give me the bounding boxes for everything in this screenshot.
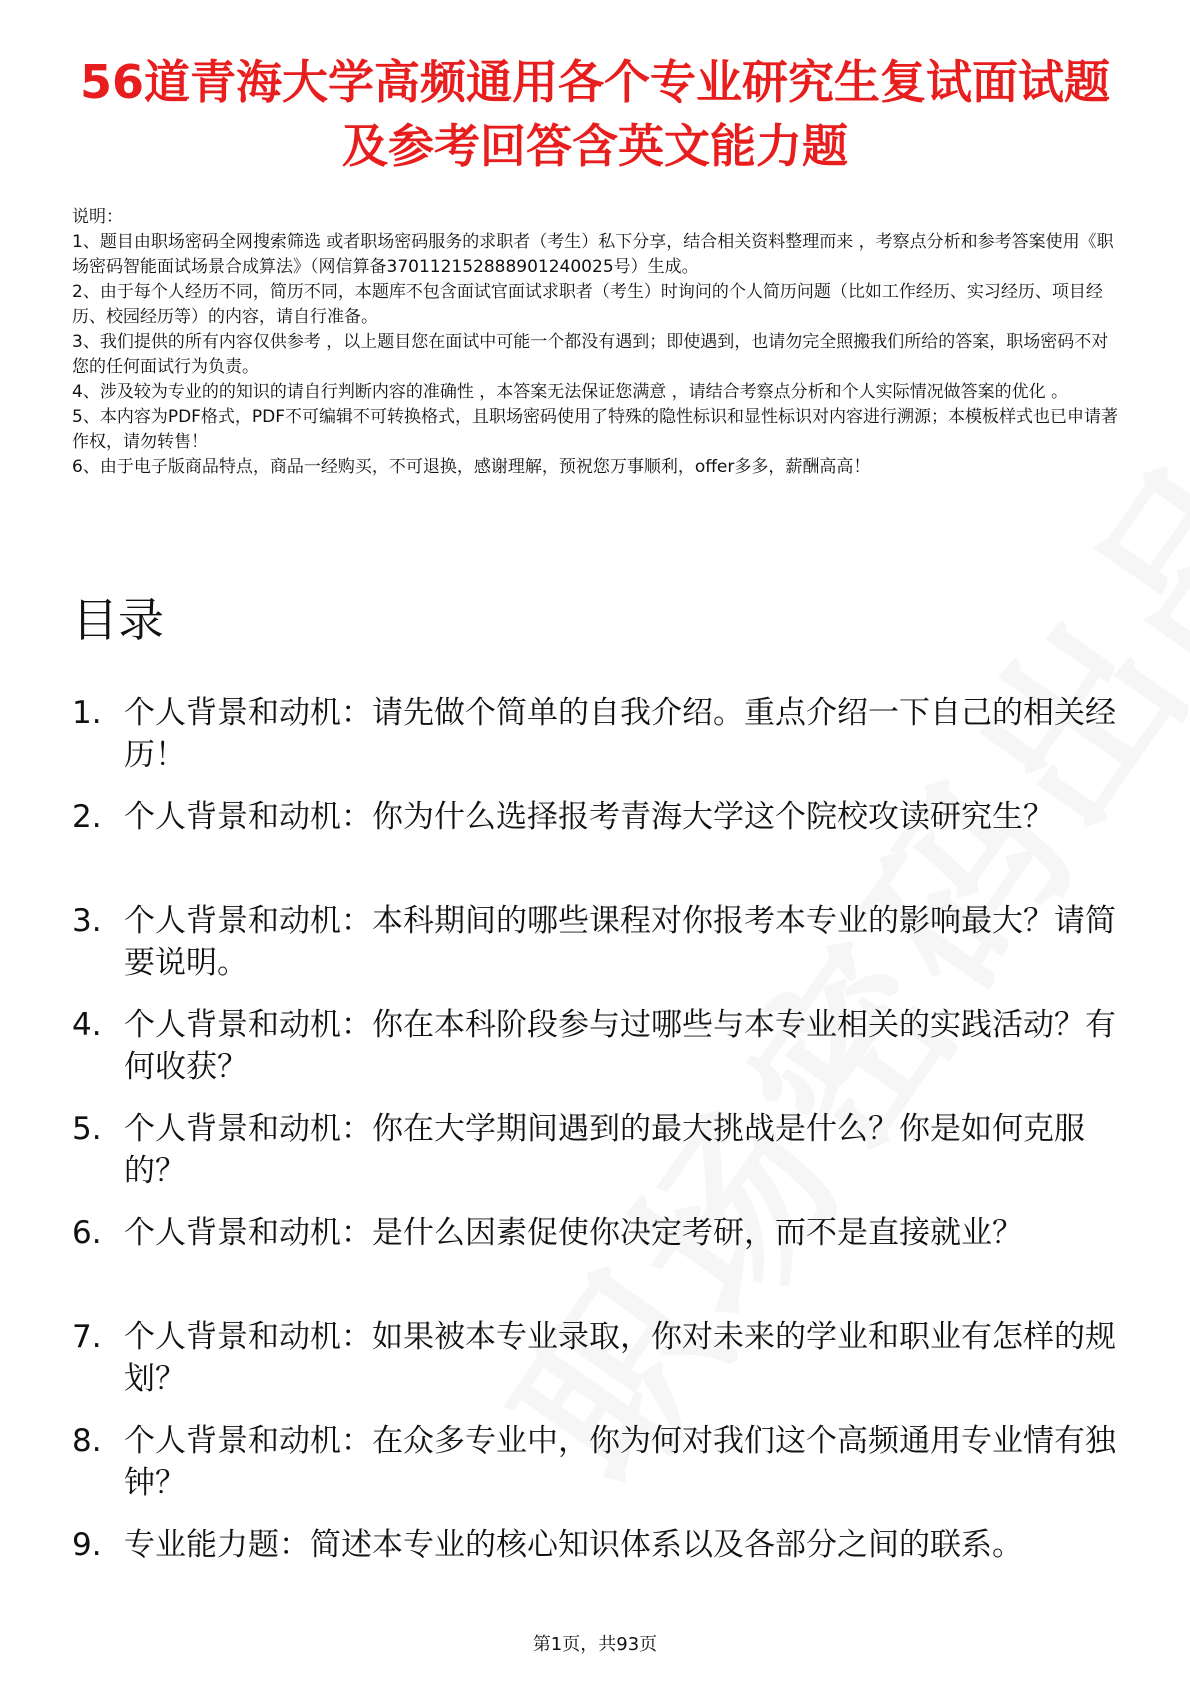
note-item: 4、涉及较为专业的的知识的请自行判断内容的准确性 ，本答案无法保证您满意 ，请结合考察点分析和个人实际情况做答案的优化 。 [72, 382, 1069, 402]
toc-item-text: 个人背景和动机：你在大学期间遇到的最大挑战是什么？你是如何克服的？ [124, 1111, 1085, 1189]
toc-item[interactable] [72, 692, 1122, 776]
toc-item[interactable] [72, 1420, 1122, 1504]
toc-item[interactable] [72, 1524, 1122, 1608]
toc-item-number: 6. [72, 1215, 102, 1251]
notes-section [72, 205, 1122, 480]
note-item: 2、由于每个人经历不同，简历不同，本题库不包含面试官面试求职者（考生）时询问的个人简历问题（比如工作经历、实习经历、项目经历、校园经历等）的内容，请自行准备。 [72, 282, 1103, 327]
toc-item-number: 7. [72, 1319, 102, 1355]
toc-item-number: 9. [72, 1527, 102, 1563]
toc-item[interactable] [72, 1316, 1122, 1400]
toc-item-text: 个人背景和动机：你在本科阶段参与过哪些与本专业相关的实践活动？有何收获？ [124, 1007, 1116, 1085]
note-item: 5、本内容为PDF格式，PDF不可编辑不可转换格式，且职场密码使用了特殊的隐性标识和显性标识对内容进行溯源；本模板样式也已申请著作权，请勿转售！ [72, 407, 1119, 452]
page-footer: 第1页，共93页 [532, 1634, 658, 1655]
toc-item-number: 2. [72, 799, 102, 835]
toc-item-number: 5. [72, 1111, 102, 1147]
toc-item-text: 个人背景和动机：本科期间的哪些课程对你报考本专业的影响最大？请简要说明。 [124, 903, 1116, 981]
notes-heading: 说明： [72, 207, 123, 227]
note-item: 1、题目由职场密码全网搜索筛选 或者职场密码服务的求职者（考生）私下分享，结合相关资料整理而来 ，考察点分析和参考答案使用《职场密码智能面试场景合成算法》（网信算备370112152888901240025号）生成。 [72, 232, 1114, 277]
toc-item-text: 个人背景和动机：是什么因素促使你决定考研，而不是直接就业？ [124, 1215, 1023, 1251]
toc-heading: 目录 [72, 593, 164, 647]
toc-item[interactable] [72, 1212, 1122, 1296]
toc-item-text: 专业能力题：简述本专业的核心知识体系以及各部分之间的联系。 [124, 1527, 1023, 1563]
toc-item-number: 1. [72, 695, 102, 731]
note-item: 3、我们提供的所有内容仅供参考 ，以上题目您在面试中可能一个都没有遇到；即使遇到，也请勿完全照搬我们所给的答案，职场密码不对您的任何面试行为负责。 [72, 332, 1109, 377]
toc-item-text: 个人背景和动机：请先做个简单的自我介绍。重点介绍一下自己的相关经历！ [124, 695, 1116, 773]
toc-item[interactable] [72, 1004, 1122, 1088]
toc-item-number: 3. [72, 903, 102, 939]
toc-item-number: 4. [72, 1007, 102, 1043]
toc-item[interactable] [72, 900, 1122, 984]
toc-item-number: 8. [72, 1423, 102, 1459]
toc-item-text: 个人背景和动机：在众多专业中，你为何对我们这个高频通用专业情有独钟？ [124, 1423, 1116, 1501]
toc-item-text: 个人背景和动机：如果被本专业录取，你对未来的学业和职业有怎样的规划？ [124, 1319, 1116, 1397]
toc-item[interactable] [72, 1108, 1122, 1192]
toc-item-text: 个人背景和动机：你为什么选择报考青海大学这个院校攻读研究生？ [124, 799, 1054, 835]
document-title: 56道青海大学高频通用各个专业研究生复试面试题及参考回答含英文能力题 [79, 55, 1110, 173]
note-item: 6、由于电子版商品特点，商品一经购买，不可退换，感谢理解，预祝您万事顺利，offer多多，薪酬高高！ [72, 457, 871, 477]
toc-list [72, 692, 1122, 1628]
toc-item[interactable] [72, 796, 1122, 880]
